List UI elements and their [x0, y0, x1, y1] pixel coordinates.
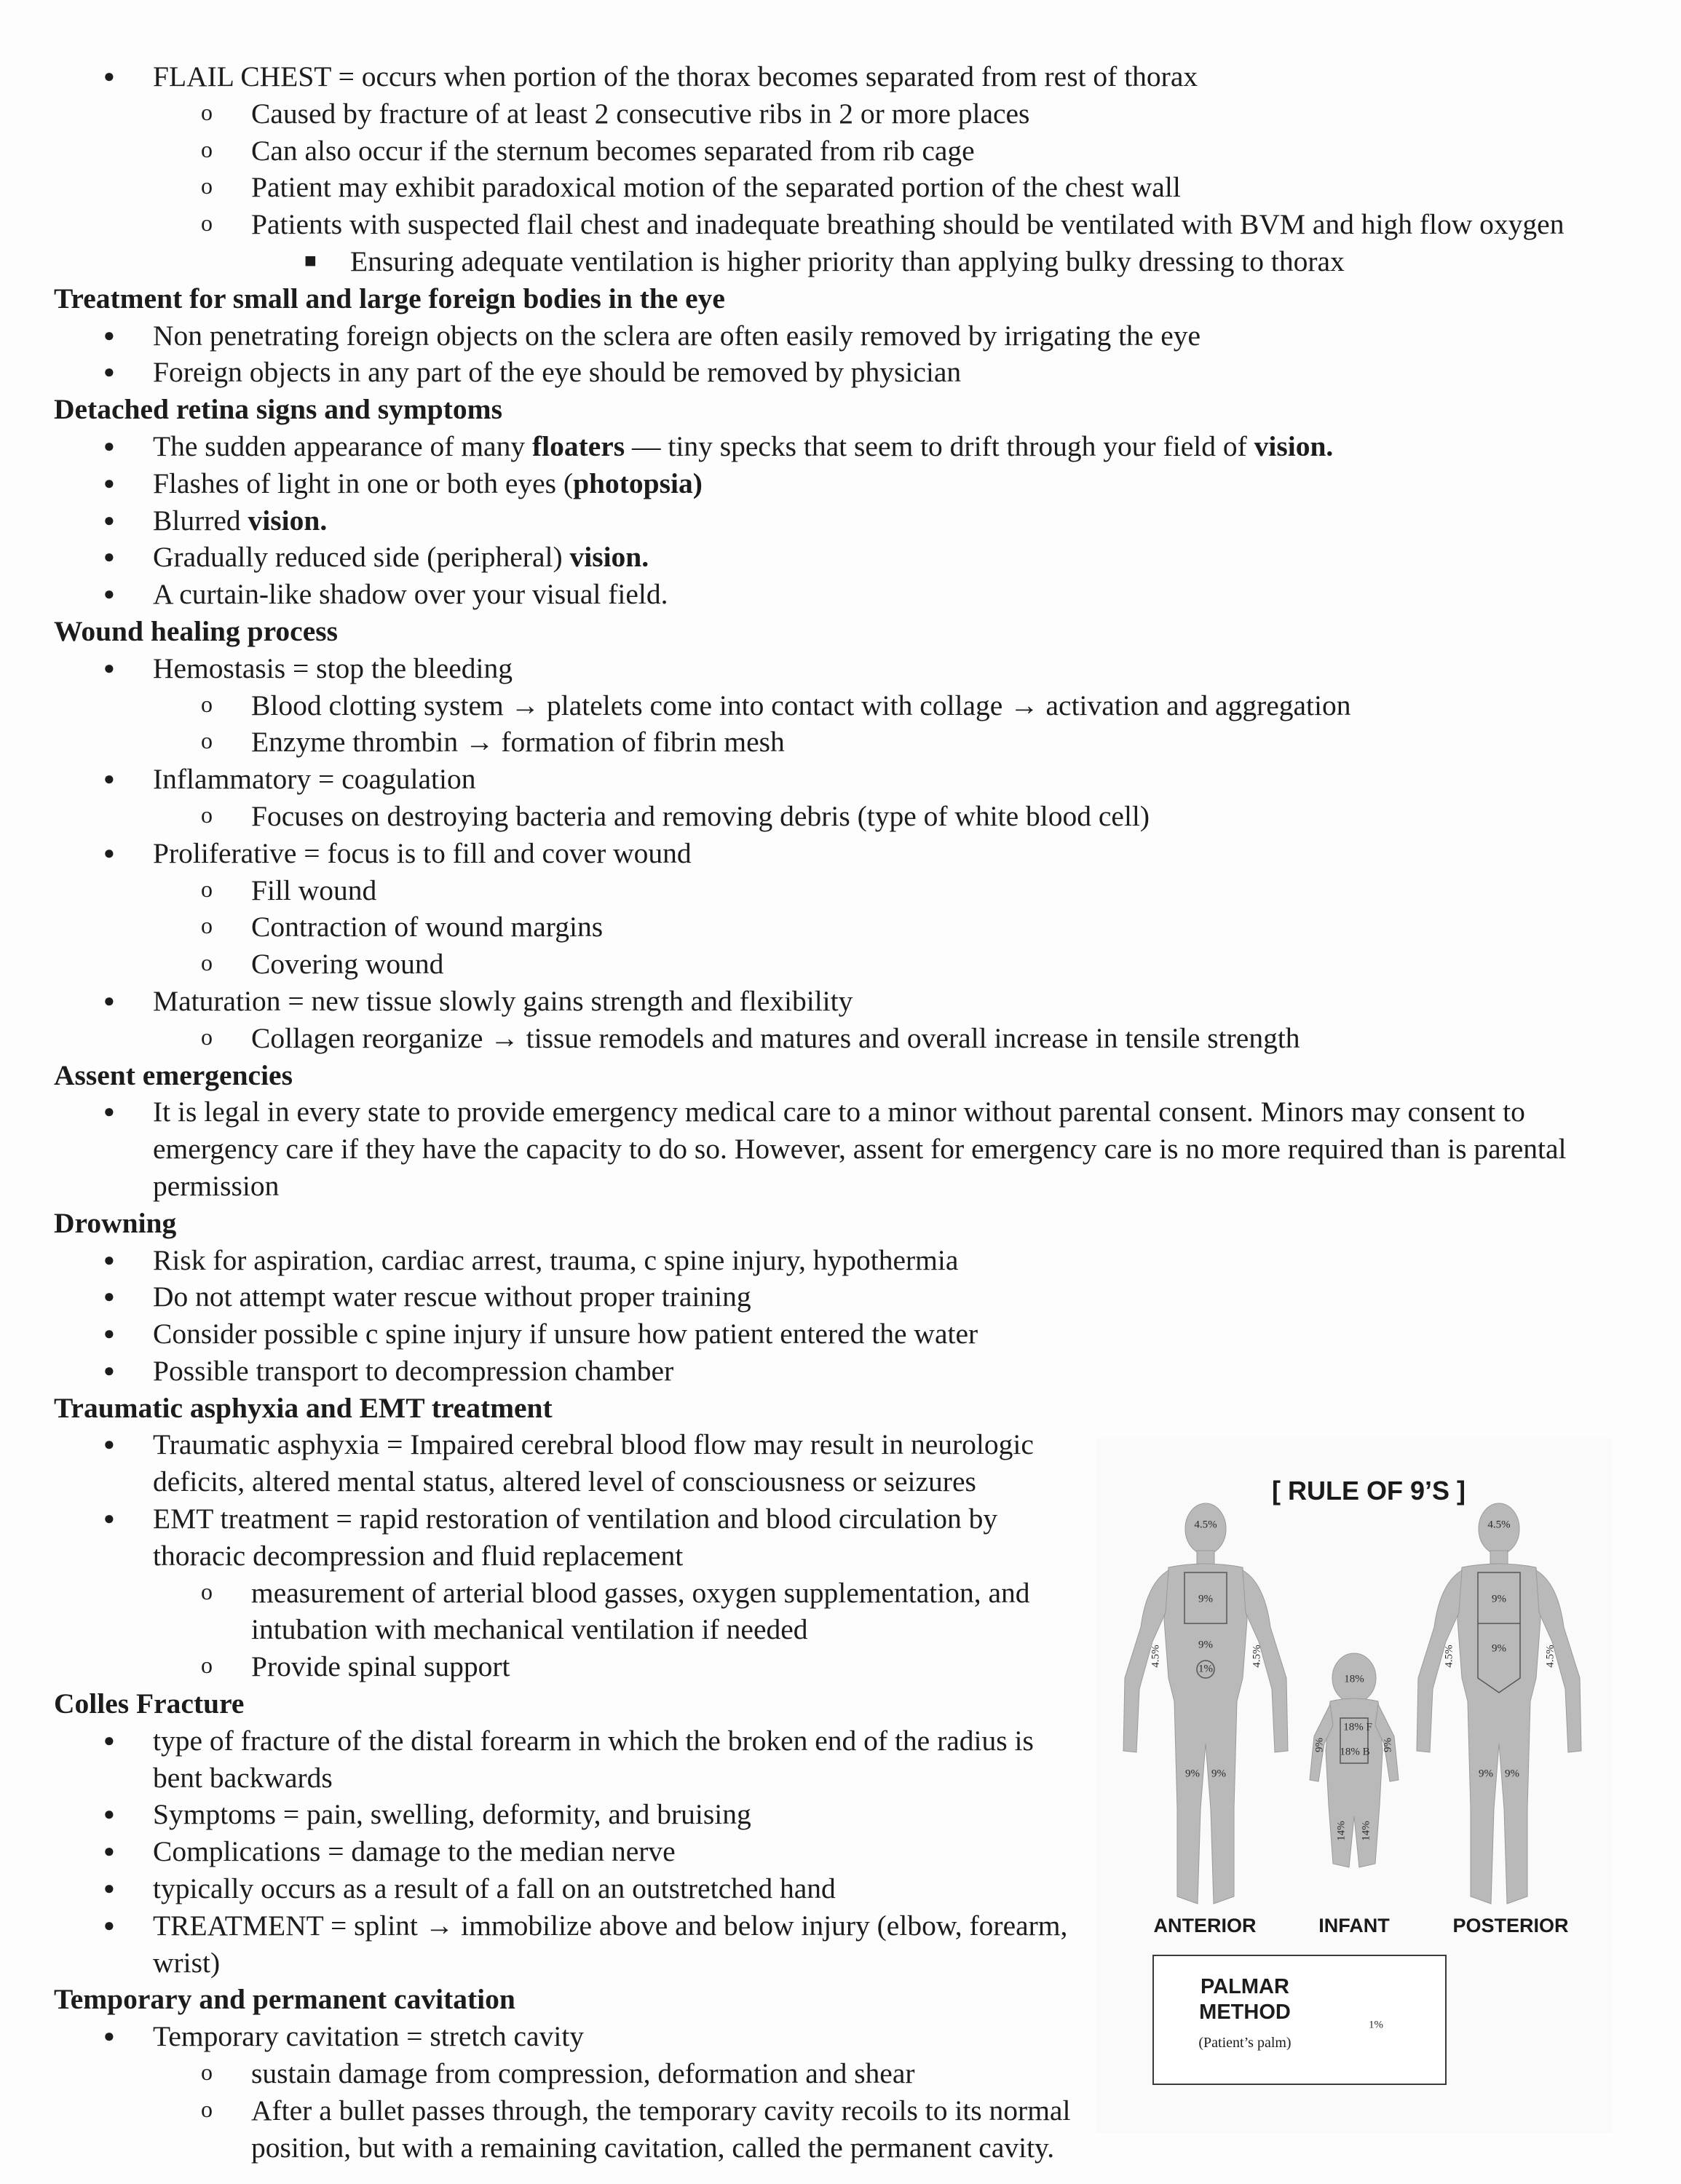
palmar-title-line: METHOD	[1199, 2001, 1291, 2024]
infant-leg-left-pct: 14%	[1335, 1821, 1348, 1841]
assent-list	[54, 1093, 1656, 1204]
list-item	[54, 465, 1656, 502]
anterior-leg-left-pct: 9%	[1185, 1768, 1200, 1780]
list-item: ● It is legal in every state to provide emergency medical care to a minor without parental consent. Minors may consent to emergency care if they have the capacity to do so. However, assent for emergency care is no more required than is parental permission	[54, 1093, 1656, 1204]
list-item	[54, 428, 1656, 465]
text-run: .	[320, 504, 328, 537]
list-item: o Can also occur if the sternum becomes separated from rib cage	[54, 132, 1656, 170]
bold-term: vision	[248, 504, 320, 537]
section-heading: Drowning	[54, 1206, 177, 1239]
palmar-method-box	[1152, 1955, 1447, 2085]
list-item: ● Do not attempt water rescue without proper training	[54, 1278, 1656, 1315]
anterior-abdomen-pct: 9%	[1198, 1639, 1213, 1651]
posterior-label: POSTERIOR	[1452, 1915, 1569, 1936]
wound-list	[54, 650, 1656, 1057]
posterior-head-pct: 4.5%	[1487, 1519, 1511, 1531]
list-item: o Patients with suspected flail chest and inadequate breathing should be ventilated with BVM and high flow oxygen	[54, 206, 1656, 243]
eye-list	[54, 317, 1656, 392]
section-heading: Colles Fracture	[54, 1688, 245, 1720]
drowning-list	[54, 1242, 1656, 1390]
infant-front-pct: 18% F	[1343, 1721, 1372, 1733]
list-item: o Provide spinal support	[54, 1648, 1088, 1685]
list-item: o Collagen reorganize → tissue remodels and matures and overall increase in tensile strength	[54, 1020, 1656, 1057]
infant-label: INFANT	[1318, 1915, 1390, 1936]
text-run: Gradually reduced side (peripheral)	[153, 541, 570, 574]
list-item: o sustain damage from compression, deformation and shear	[54, 2055, 1088, 2092]
text-run: .	[1326, 430, 1334, 462]
colles-list	[54, 1722, 1088, 1982]
anterior-head-pct: 4.5%	[1194, 1519, 1217, 1531]
section-heading: Detached retina signs and symptoms	[54, 393, 502, 426]
list-item: o Blood clotting system → platelets come into contact with collage → activation and aggregation	[54, 687, 1656, 724]
list-item: ● EMT treatment = rapid restoration of ventilation and blood circulation by thoracic decompression and fluid replacement	[54, 1500, 1088, 1575]
posterior-silhouette	[1417, 1503, 1581, 1904]
flail-chest-list	[54, 58, 1656, 280]
section-heading: Temporary and permanent cavitation	[54, 1983, 515, 2016]
palmar-subtitle: (Patient’s palm)	[1198, 2035, 1292, 2051]
list-item: o Focuses on destroying bacteria and removing debris (type of white blood cell)	[54, 798, 1656, 835]
list-item: ● FLAIL CHEST = occurs when portion of the thorax becomes separated from rest of thorax	[54, 58, 1656, 95]
infant-arm-pct: 9%	[1382, 1738, 1394, 1752]
list-item: ● Inflammatory = coagulation	[54, 761, 1656, 798]
palmar-title-line: PALMAR	[1201, 1975, 1289, 1998]
posterior-leg-left-pct: 9%	[1479, 1768, 1493, 1780]
list-item: ● Non penetrating foreign objects on the sclera are often easily removed by irrigating the eye	[54, 317, 1656, 355]
anterior-label: ANTERIOR	[1153, 1915, 1257, 1936]
section-heading: Traumatic asphyxia and EMT treatment	[54, 1391, 553, 1424]
bold-term: floaters	[531, 430, 625, 462]
text-run: Flashes of light in one or both eyes (	[153, 467, 574, 499]
figure-title: [ RULE OF 9’S ]	[1271, 1476, 1466, 1506]
list-item: o measurement of arterial blood gasses, oxygen supplementation, and intubation with mechanical ventilation if needed	[54, 1575, 1088, 1649]
text-run: — tiny specks that seem to drift through your field of	[625, 430, 1254, 462]
asphyxia-list	[54, 1426, 1088, 1685]
list-item: ● Foreign objects in any part of the eye should be removed by physician	[54, 354, 1656, 391]
list-item: ● Possible transport to decompression chamber	[54, 1353, 1656, 1390]
list-item: ■ Ensuring adequate ventilation is higher priority than applying bulky dressing to thorax	[54, 243, 1656, 280]
anterior-arm-right-pct: 4.5%	[1251, 1645, 1263, 1668]
list-item: ● Temporary cavitation = stretch cavity	[54, 2018, 1088, 2055]
bold-term: vision	[1254, 430, 1326, 462]
infant-back-pct: 18% B	[1340, 1746, 1370, 1758]
section-heading: Assent emergencies	[54, 1059, 293, 1091]
text-run: )	[692, 467, 703, 499]
anterior-leg-right-pct: 9%	[1211, 1768, 1226, 1780]
list-item: o Covering wound	[54, 946, 1656, 983]
list-item: ● typically occurs as a result of a fall on an outstretched hand	[54, 1870, 1088, 1907]
list-item: o Fill wound	[54, 872, 1656, 909]
infant-arm-pct: 9%	[1313, 1738, 1326, 1752]
retina-list	[54, 428, 1656, 613]
text-run: The sudden appearance of many	[153, 430, 532, 462]
list-item: o Enzyme thrombin → formation of fibrin mesh	[54, 724, 1656, 761]
list-item: ● Consider possible c spine injury if unsure how patient entered the water	[54, 1315, 1656, 1353]
list-item: ● Symptoms = pain, swelling, deformity, and bruising	[54, 1796, 1088, 1833]
posterior-arm-right-pct: 4.5%	[1544, 1645, 1557, 1668]
anterior-silhouette	[1123, 1503, 1288, 1904]
list-item: ● Traumatic asphyxia = Impaired cerebral blood flow may result in neurologic deficits, altered mental status, altered level of consciousness or seizures	[54, 1426, 1088, 1500]
cavitation-list	[54, 2018, 1088, 2166]
list-item: ● Proliferative = focus is to fill and cover wound	[54, 835, 1656, 872]
bold-term: vision	[569, 541, 642, 574]
bold-term: photopsia	[573, 467, 693, 499]
list-item	[54, 539, 1656, 576]
list-item: o Patient may exhibit paradoxical motion of the separated portion of the chest wall	[54, 169, 1656, 206]
palm-pct: 1%	[1369, 2019, 1383, 2031]
list-item: o Contraction of wound margins	[54, 909, 1656, 946]
text-run: .	[641, 541, 649, 574]
rule-of-nines-figure	[1096, 1438, 1613, 2133]
list-item: ● Risk for aspiration, cardiac arrest, trauma, c spine injury, hypothermia	[54, 1242, 1656, 1279]
list-item: ● Complications = damage to the median nerve	[54, 1833, 1088, 1870]
posterior-arm-left-pct: 4.5%	[1443, 1645, 1455, 1668]
section-heading: Treatment for small and large foreign bodies in the eye	[54, 282, 725, 314]
posterior-lower-back-pct: 9%	[1492, 1642, 1506, 1655]
anterior-perineum-pct: 1%	[1198, 1663, 1213, 1675]
list-item: ● type of fracture of the distal forearm in which the broken end of the radius is bent backwards	[54, 1722, 1088, 1797]
list-item: ● Hemostasis = stop the bleeding	[54, 650, 1656, 687]
text-run: Blurred	[153, 504, 248, 537]
list-item: ● Maturation = new tissue slowly gains strength and flexibility	[54, 983, 1656, 1020]
list-item: ● TREATMENT = splint → immobilize above and below injury (elbow, forearm, wrist)	[54, 1907, 1088, 1982]
section-heading: Wound healing process	[54, 614, 338, 647]
infant-leg-right-pct: 14%	[1360, 1821, 1372, 1841]
posterior-upper-back-pct: 9%	[1492, 1593, 1506, 1605]
palmar-title	[1183, 1974, 1307, 2025]
list-item: o Caused by fracture of at least 2 consecutive ribs in 2 or more places	[54, 95, 1656, 132]
infant-head-pct: 18%	[1344, 1673, 1364, 1685]
anterior-arm-left-pct: 4.5%	[1150, 1645, 1162, 1668]
anterior-chest-pct: 9%	[1198, 1593, 1213, 1605]
list-item: o After a bullet passes through, the temporary cavity recoils to its normal position, but with a remaining cavitation, called the permanent cavity.	[54, 2092, 1088, 2167]
posterior-leg-right-pct: 9%	[1505, 1768, 1519, 1780]
list-item: ● A curtain-like shadow over your visual field.	[54, 576, 1656, 613]
list-item	[54, 502, 1656, 539]
